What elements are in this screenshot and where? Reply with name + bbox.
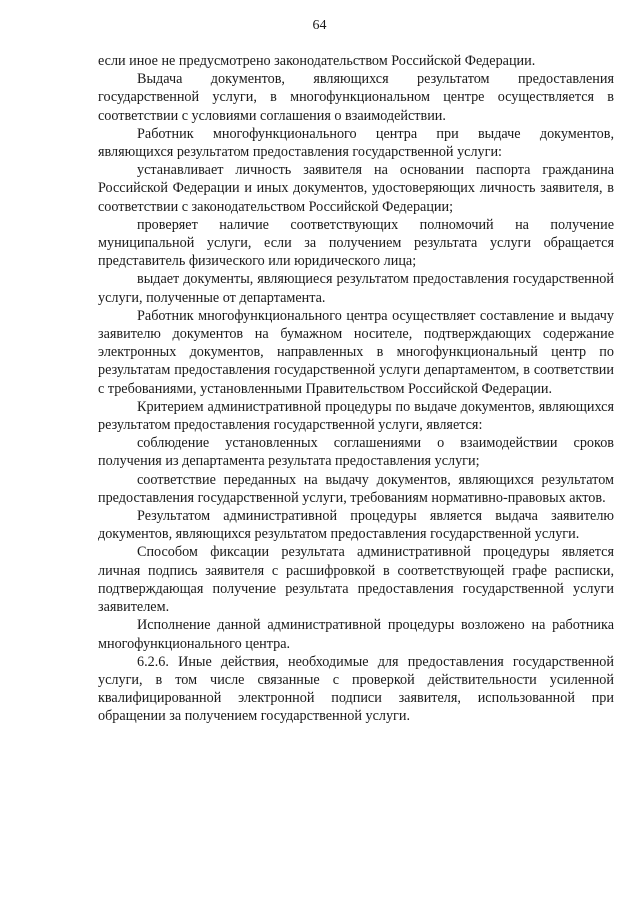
paragraph-11: Результатом административной процедуры является выдача заявителю документов, являющихся результатом предоставления государственной услуги. (98, 508, 614, 543)
paragraph-7: Работник многофункционального центра осуществляет составление и выдачу заявителю документов на бумажном носителе, подтверждающих содержание электронных документов, направленных в многофункциональный центр по результатам предоставления государственной услуги департаментом, в соответствии с требованиями, установленными Правительством Российской Федерации. (98, 307, 614, 397)
document-body (98, 52, 614, 726)
paragraph-13: Исполнение данной административной процедуры возложено на работника многофункционального центра. (98, 617, 614, 652)
paragraph-12: Способом фиксации результата административной процедуры является личная подпись заявителя с расшифровкой в соответствующей графе расписки, подтверждающая получение результата предоставления государственной услуги заявителем. (98, 544, 614, 616)
paragraph-9: соблюдение установленных соглашениями о взаимодействии сроков получения из департамента результата предоставления услуги; (98, 435, 614, 470)
paragraph-10: соответствие переданных на выдачу документов, являющихся результатом предоставления государственной услуги, требованиям нормативно-правовых актов. (98, 471, 614, 506)
paragraph-6: выдает документы, являющиеся результатом предоставления государственной услуги, полученные от департамента. (98, 271, 614, 306)
paragraph-2: Выдача документов, являющихся результатом предоставления государственной услуги, в многофункциональном центре осуществляется в соответствии с условиями соглашения о взаимодействии. (98, 71, 614, 124)
paragraph-3: Работник многофункционального центра при выдаче документов, являющихся результатом предоставления государственной услуги: (98, 125, 614, 161)
paragraph-5: проверяет наличие соответствующих полномочий на получение муниципальной услуги, если за получением результата услуги обращается представитель физического или юридического лица; (98, 216, 614, 270)
paragraph-1: если иное не предусмотрено законодательством Российской Федерации. (98, 53, 536, 69)
paragraph-8: Критерием административной процедуры по выдаче документов, являющихся результатом предоставления государственной услуги, является: (98, 398, 614, 434)
paragraph-4: устанавливает личность заявителя на основании паспорта гражданина Российской Федерации и иных документов, удостоверяющих личность заявителя, в соответствии с законодательством Российской Федерации; (98, 162, 614, 215)
page-number: 64 (312, 18, 327, 33)
paragraph-14: 6.2.6. Иные действия, необходимые для предоставления государственной услуги, в том числе связанные с проверкой действительности усиленной квалифицированной электронной подписи заявителя, использованной при обращении за получением государственной услуги. (98, 653, 614, 725)
